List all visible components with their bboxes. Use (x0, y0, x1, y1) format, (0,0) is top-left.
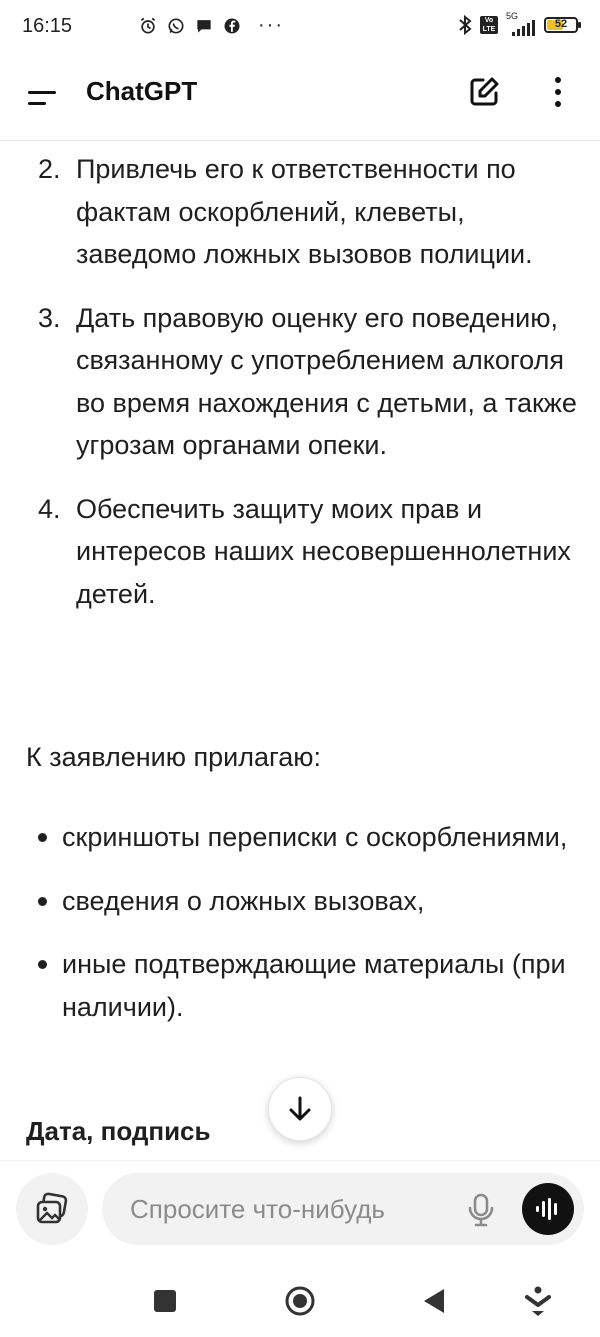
bullet-dot (38, 897, 47, 906)
ordered-list (0, 148, 600, 636)
composer-divider (0, 1160, 600, 1161)
volte-icon: Vo LTE (480, 16, 498, 34)
list-number: 4. (38, 493, 61, 524)
assistant-button[interactable] (524, 1285, 552, 1317)
notification-icons (78, 14, 284, 37)
voice-mode-button[interactable] (522, 1183, 574, 1235)
status-overflow: ··· (258, 14, 284, 36)
recents-button[interactable] (154, 1290, 176, 1312)
list-number: 3. (38, 302, 61, 333)
voice-mode-icon (534, 1195, 562, 1223)
microphone-icon[interactable] (466, 1193, 496, 1227)
system-icons (458, 11, 578, 36)
edit-icon[interactable] (466, 74, 502, 110)
attach-image-button[interactable] (16, 1173, 88, 1245)
bullet-text: иные подтверждающие материалы (при наличии). (62, 949, 566, 1022)
back-button[interactable] (422, 1287, 446, 1315)
bullet-text: скриншоты переписки с оскорблениями, (62, 822, 568, 852)
menu-icon[interactable] (26, 82, 60, 116)
whatsapp-icon (166, 16, 186, 36)
alarm-icon (138, 16, 158, 36)
list-item (0, 148, 600, 276)
chat-message (0, 140, 600, 1160)
bullet-list (0, 816, 600, 1049)
status-bar (0, 0, 600, 56)
bullet-item (0, 943, 600, 1028)
network-type-label: 5G (506, 11, 519, 21)
signal-icon (506, 11, 536, 36)
bullet-item (0, 880, 600, 923)
attachments-heading: К заявлению прилагаю: (26, 742, 321, 772)
list-text: Дать правовую оценку его поведению, связанному с употреблением алкоголя во время нахождения с детьми, а также угрозам органами опеки. (76, 302, 577, 460)
list-item (0, 297, 600, 467)
battery-icon (544, 17, 578, 33)
app-header (0, 56, 600, 141)
scroll-down-button[interactable] (268, 1077, 332, 1141)
more-icon[interactable] (548, 74, 568, 110)
attach-image-icon (34, 1191, 70, 1227)
bullet-dot (38, 833, 47, 842)
message-input[interactable] (130, 1173, 450, 1245)
message-input-container (102, 1173, 584, 1245)
scroll-down-icon (285, 1094, 315, 1124)
bullet-item (0, 816, 600, 859)
home-button[interactable] (284, 1285, 316, 1317)
list-text: Привлечь его к ответственности по фактам оскорблений, клеветы, заведомо ложных вызовов полиции. (76, 154, 533, 269)
list-item (0, 488, 600, 616)
bullet-text: сведения о ложных вызовах, (62, 885, 425, 916)
list-number: 2. (38, 154, 61, 184)
closing-line: Дата, подпись (26, 1116, 211, 1146)
chat-bubble-icon (194, 16, 214, 36)
battery-level: 52 (554, 18, 568, 30)
status-time: 16:15 (22, 15, 73, 37)
bullet-dot (38, 960, 47, 969)
list-text: Обеспечить защиту моих прав и интересов наших несовершеннолетних детей. (76, 493, 571, 609)
system-nav-bar (0, 1265, 600, 1337)
app-title: ChatGPT (86, 76, 198, 106)
facebook-icon (222, 16, 242, 36)
bluetooth-icon (458, 14, 472, 36)
